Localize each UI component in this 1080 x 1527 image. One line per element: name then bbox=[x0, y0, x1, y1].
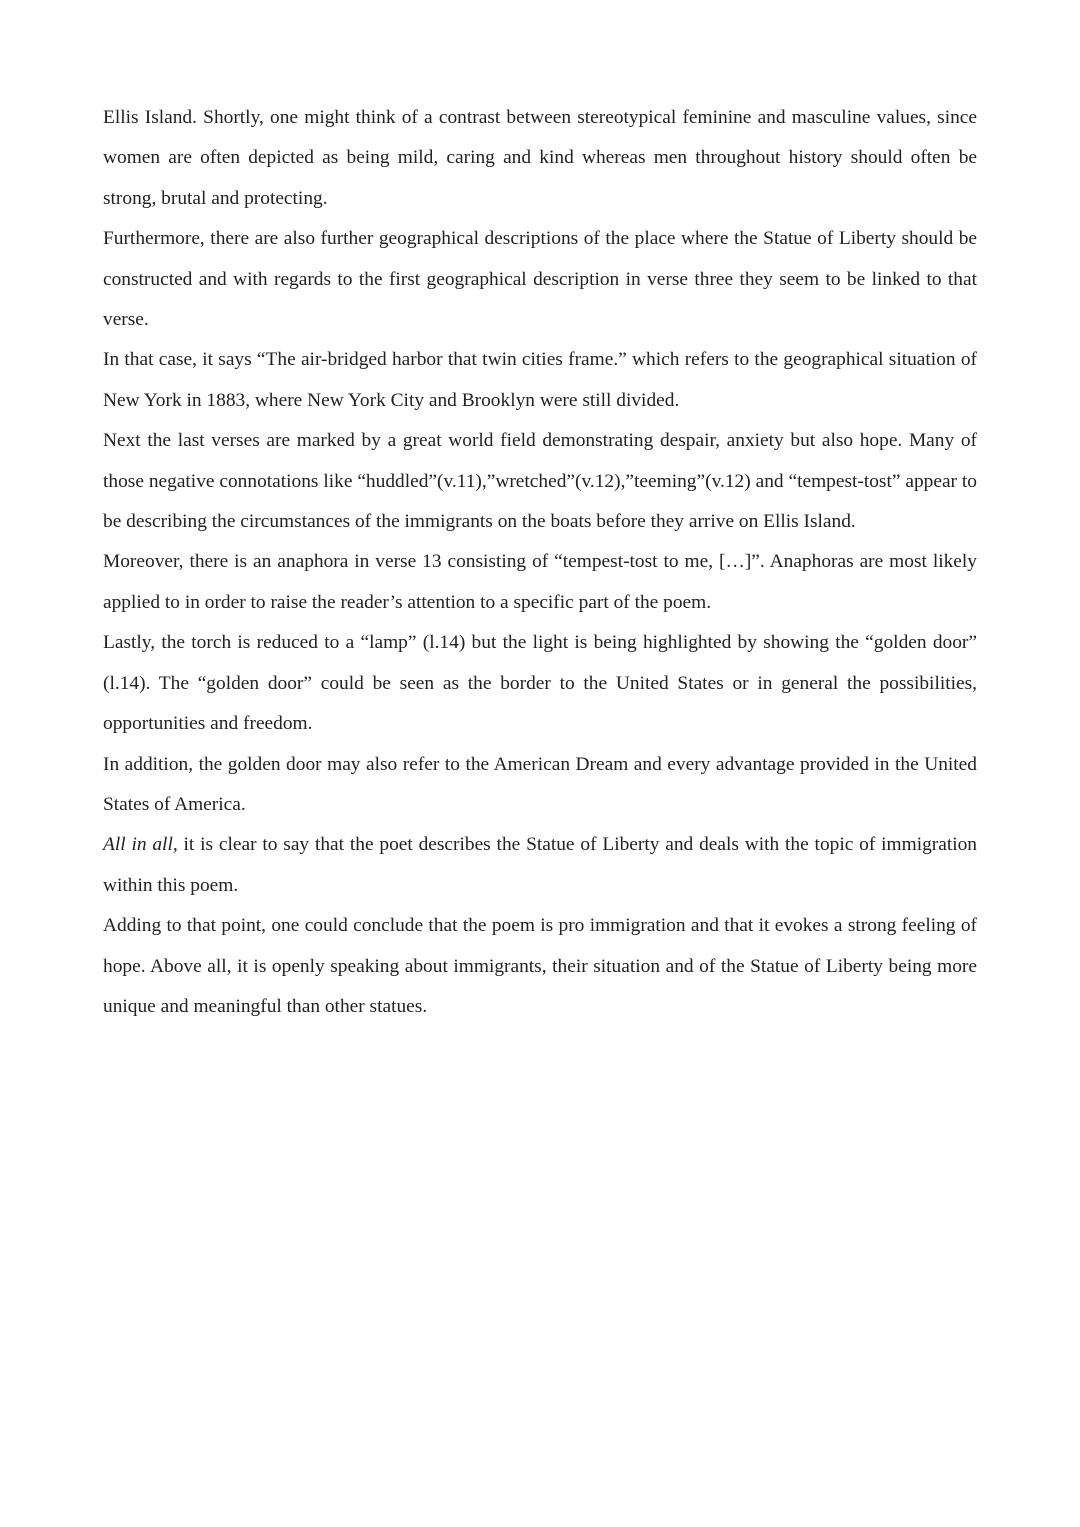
paragraph-text: Moreover, there is an anaphora in verse 13 consisting of “tempest-tost to me, […]”. Anaphoras are most likely applied to in order to raise the reader’s attention to a specific part of the poem. bbox=[103, 551, 977, 613]
paragraph bbox=[103, 542, 977, 623]
paragraph bbox=[103, 906, 977, 1027]
paragraph-text: Lastly, the torch is reduced to a “lamp” (l.14) but the light is being highlighted by showing the “golden door” (l.14). The “golden door” could be seen as the border to the United States or in general the possibilities, opportunities and freedom. bbox=[103, 632, 977, 735]
paragraph-text: Ellis Island. Shortly, one might think of a contrast between stereotypical feminine and masculine values, since women are often depicted as being mild, caring and kind whereas men throughout history should often be strong, brutal and protecting. bbox=[103, 107, 977, 209]
paragraph-text: Next the last verses are marked by a great world field demonstrating despair, anxiety but also hope. Many of those negative connotations like “huddled”(v.11),”wretched”(v.12),”teeming”(v.12) and “tempest-tost” appear to be describing the circumstances of the immigrants on the boats before they arrive on Ellis Island. bbox=[103, 430, 977, 533]
paragraph bbox=[103, 421, 977, 542]
paragraph bbox=[103, 745, 977, 826]
paragraph-text: Adding to that point, one could conclude that the poem is pro immigration and that it evokes a strong feeling of hope. Above all, it is openly speaking about immigrants, their situation and of the Statue of Liberty being more unique and meaningful than other statues. bbox=[103, 915, 977, 1017]
paragraph bbox=[103, 219, 977, 340]
document-body bbox=[103, 98, 977, 1027]
paragraph-text: it is clear to say that the poet describes the Statue of Liberty and deals with the topic of immigration within this poem. bbox=[103, 834, 978, 896]
paragraph bbox=[103, 623, 977, 744]
paragraph bbox=[103, 98, 977, 219]
paragraph-text: In that case, it says “The air-bridged harbor that twin cities frame.” which refers to the geographical situation of New York in 1883, where New York City and Brooklyn were still divided. bbox=[103, 349, 977, 411]
paragraph-lead-italic: All in all, bbox=[103, 834, 178, 856]
paragraph bbox=[103, 825, 977, 906]
paragraph-text: In addition, the golden door may also refer to the American Dream and every advantage provided in the United States of America. bbox=[103, 753, 977, 815]
paragraph-text: Furthermore, there are also further geographical descriptions of the place where the Statue of Liberty should be constructed and with regards to the first geographical description in verse three they seem to be linked to that verse. bbox=[103, 228, 977, 331]
paragraph bbox=[103, 340, 977, 421]
